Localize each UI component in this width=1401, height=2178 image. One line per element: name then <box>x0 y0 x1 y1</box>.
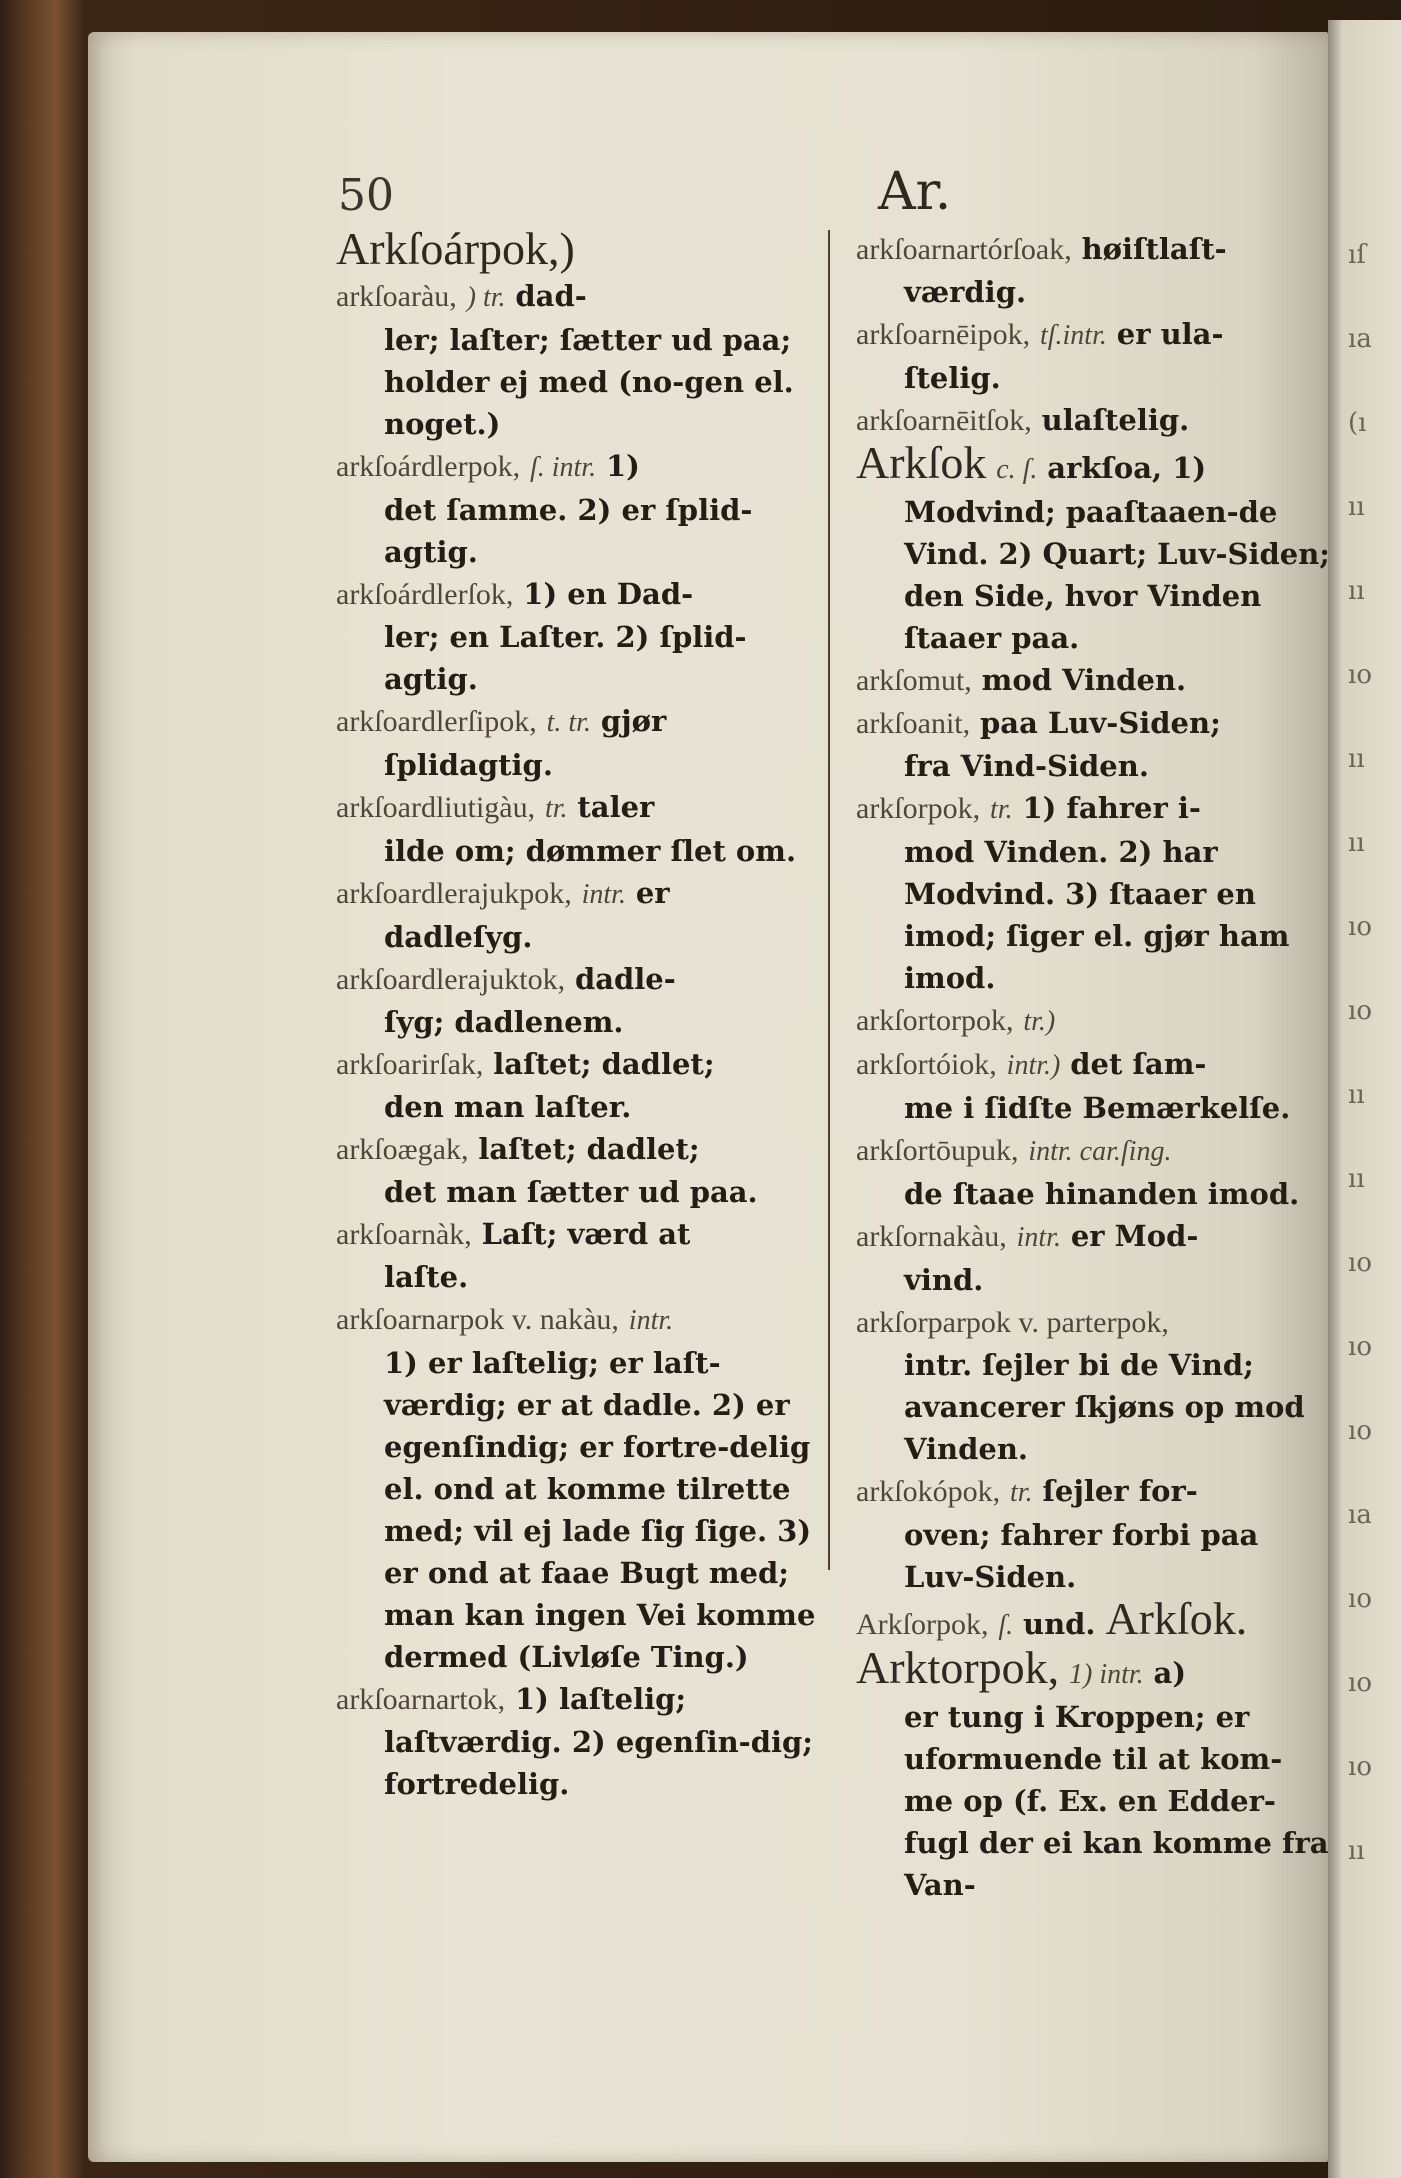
entry-headword: arkſoægak, <box>336 1133 469 1166</box>
entry-headword: arkſortorpok, <box>856 1004 1014 1037</box>
dictionary-entry <box>336 445 826 573</box>
entry-continuation: laſte. <box>384 1260 469 1294</box>
dictionary-entry <box>336 1213 826 1298</box>
entry-continuation: det ſamme. 2) er ſplid-agtig. <box>384 493 753 569</box>
entry-headword: arkſoardlerſipok, <box>336 705 537 738</box>
entry-headword: arkſoárdlerpok, <box>336 450 521 483</box>
entry-grammar: tr. <box>990 794 1013 825</box>
dictionary-entry <box>856 1593 1331 1647</box>
dictionary-entry <box>856 1301 1331 1470</box>
entry-grammar: tſ.intr. <box>1039 320 1107 351</box>
dictionary-entry <box>856 1642 1331 1906</box>
entry-definition: taler <box>577 790 655 824</box>
entry-headword: arkſoárdlerſok, <box>336 578 514 611</box>
entry-headword: arkſokópok, <box>856 1475 1001 1508</box>
dictionary-entry <box>336 1128 826 1213</box>
dictionary-entry <box>856 702 1331 787</box>
facing-page-fragment: ıo <box>1348 1416 1372 1446</box>
dictionary-entry <box>856 437 1331 659</box>
entry-grammar: ſ. intr. <box>529 452 597 483</box>
dictionary-entry <box>336 872 826 958</box>
entry-definition: a) <box>1153 1656 1187 1690</box>
entry-headword: arkſoarnàk, <box>336 1218 472 1251</box>
dictionary-entry <box>336 1678 826 1805</box>
entry-definition: ſejler for- <box>1042 1474 1198 1508</box>
entry-grammar: intr. car.ſing. <box>1028 1136 1172 1167</box>
entry-continuation: intr. ſejler bi de Vind; avancerer ſkjøns op mod Vinden. <box>904 1348 1305 1466</box>
entry-continuation: 1) er laſtelig; er laſt-værdig; er at dadle. 2) er egenſindig; er fortre-delig el. ond at komme tilrette med; vil ej lade ſig ſige. 3) er ond at faae Bugt med; man kan ingen Vei komme dermed (Livløſe Ting.) <box>384 1346 816 1674</box>
facing-page-fragment: ıa <box>1348 324 1372 354</box>
entry-headword: arkſorparpok v. parterpok, <box>856 1306 1169 1339</box>
entry-grammar: 1) intr. <box>1069 1659 1144 1690</box>
right-column <box>856 228 1331 1906</box>
entry-grammar: c. ſ. <box>996 454 1038 485</box>
entry-grammar: tr.) <box>1023 1006 1056 1037</box>
entry-headword: Arktorpok, <box>856 1642 1060 1693</box>
dictionary-entry <box>856 313 1331 399</box>
dictionary-entry <box>856 399 1331 442</box>
facing-page-fragment: ıo <box>1348 1584 1372 1614</box>
entry-grammar: tr. <box>1010 1477 1033 1508</box>
entry-definition: 1) laſtelig; <box>514 1682 687 1716</box>
entry-definition: und. <box>1022 1607 1096 1641</box>
entry-definition: 1) <box>605 449 640 483</box>
entry-continuation: er tung i Kroppen; er uformuende til at kom-me op (f. Ex. en Edder-fugl der ei kan komme fra Van- <box>904 1700 1329 1902</box>
facing-page-fragment: ıo <box>1348 1668 1372 1698</box>
entry-definition: ulaſtelig. <box>1041 403 1190 437</box>
entry-grammar: intr. <box>581 879 626 910</box>
entry-headword: arkſorpok, <box>856 792 981 825</box>
entry-headword: arkſoaràu, <box>336 280 457 313</box>
entry-headword: arkſoarirſak, <box>336 1048 484 1081</box>
entry-continuation: fra Vind-Siden. <box>904 749 1149 783</box>
entry-headword: arkſomut, <box>856 664 972 697</box>
entry-headword: arkſoardlerajukpok, <box>336 877 572 910</box>
facing-page-fragment: ıı <box>1348 492 1365 522</box>
entry-continuation: me i ſidſte Bemærkelſe. <box>904 1091 1291 1125</box>
entry-continuation: dadleſyg. <box>384 920 533 954</box>
entry-continuation: ler; laſter; ſætter ud paa; holder ej med (no-gen el. noget.) <box>384 323 794 441</box>
column-divider <box>828 230 830 1570</box>
entry-grammar: t. tr. <box>546 707 591 738</box>
entry-definition: Laſt; værd at <box>481 1217 691 1251</box>
facing-page-fragment: ıo <box>1348 912 1372 942</box>
entry-headword: arkſoarnēipok, <box>856 318 1031 351</box>
dictionary-entry <box>336 1043 826 1128</box>
facing-page-fragment: (ı <box>1348 408 1367 438</box>
facing-page-fragment: ıo <box>1348 660 1372 690</box>
dictionary-entry <box>336 786 826 872</box>
entry-headword: arkſoardliutigàu, <box>336 791 536 824</box>
entry-headword: arkſortōupuk, <box>856 1134 1019 1167</box>
entry-definition: dadle- <box>574 962 676 996</box>
entry-headword: Arkſoárpok,) <box>336 223 575 274</box>
entry-headword: arkſoardlerajuktok, <box>336 963 566 996</box>
entry-continuation: den man laſter. <box>384 1090 632 1124</box>
entry-continuation: mod Vinden. 2) har Modvind. 3) ſtaaer en imod; ſiger el. gjør ham imod. <box>904 835 1290 995</box>
dictionary-entry <box>856 1470 1331 1598</box>
facing-page-fragment: ıı <box>1348 576 1365 606</box>
dictionary-entry <box>336 700 826 786</box>
dictionary-entry <box>336 573 826 700</box>
entry-headword: arkſoanit, <box>856 707 971 740</box>
entry-definition: høiſtlaſt- <box>1081 232 1227 266</box>
facing-page-fragment: ıı <box>1348 1164 1365 1194</box>
entry-continuation: ſplidagtig. <box>384 748 553 782</box>
dictionary-entry <box>856 1043 1331 1129</box>
entry-continuation: vind. <box>904 1263 984 1297</box>
entry-definition: dad- <box>515 279 587 313</box>
facing-page-fragment: ıı <box>1348 1836 1365 1866</box>
entry-definition: gjør <box>600 704 667 738</box>
entry-headword: arkſoarnēitſok, <box>856 404 1032 437</box>
entry-headword: Arkſok <box>856 437 987 488</box>
entry-grammar: ) tr. <box>466 282 506 313</box>
entry-definition: er ula- <box>1116 317 1224 351</box>
page-number: 50 <box>338 170 394 221</box>
entry-continuation: ſyg; dadlenem. <box>384 1005 624 1039</box>
dictionary-entry <box>336 275 826 445</box>
entry-definition: paa Luv-Siden; <box>980 706 1221 740</box>
entry-definition: det ſam- <box>1070 1047 1207 1081</box>
entry-definition: er <box>635 876 670 910</box>
entry-headword: arkſortóiok, <box>856 1048 997 1081</box>
entry-continuation: ler; en Laſter. 2) ſplid-agtig. <box>384 620 747 696</box>
entry-grammar: intr. <box>1016 1222 1061 1253</box>
entry-headword: arkſornakàu, <box>856 1220 1007 1253</box>
entry-definition: 1) en Dad- <box>523 577 694 611</box>
facing-page-fragment: ıo <box>1348 1248 1372 1278</box>
facing-page-fragment: ıſ <box>1348 240 1366 270</box>
entry-continuation: oven; fahrer forbi paa Luv-Siden. <box>904 1518 1259 1594</box>
entry-headword: arkſoarnartórſoak, <box>856 233 1072 266</box>
entry-headword: arkſoarnarpok v. nakàu, <box>336 1303 619 1336</box>
entry-definition: er Mod- <box>1070 1219 1199 1253</box>
page-header <box>88 162 1328 230</box>
entry-grammar: intr.) <box>1006 1050 1061 1081</box>
running-head: Ar. <box>878 162 952 222</box>
entry-continuation: ſtelig. <box>904 361 1001 395</box>
facing-page-fragment: ıı <box>1348 828 1365 858</box>
entry-definition: mod Vinden. <box>981 663 1187 697</box>
dictionary-entry <box>856 659 1331 702</box>
entry-continuation: laſtværdig. 2) egenſin-dig; fortredelig. <box>384 1725 813 1801</box>
facing-page-fragment: ıı <box>1348 744 1365 774</box>
facing-page-fragment: ıı <box>1348 1080 1365 1110</box>
entry-definition: laſtet; dadlet; <box>493 1047 715 1081</box>
facing-page-fragment: ıo <box>1348 996 1372 1026</box>
entry-grammar: ſ. <box>998 1610 1014 1641</box>
entry-continuation: ilde om; dømmer ſlet om. <box>384 834 797 868</box>
facing-page-fragment: ıo <box>1348 1752 1372 1782</box>
entry-continuation: Modvind; paaſtaaen-de Vind. 2) Quart; Luv-Siden; den Side, hvor Vinden ſtaaer paa. <box>904 495 1331 655</box>
dictionary-entry <box>336 223 826 275</box>
facing-page-fragment: ıa <box>1348 1500 1372 1530</box>
entry-headword: arkſoarnartok, <box>336 1683 506 1716</box>
dictionary-entry <box>336 958 826 1043</box>
entry-continuation: de ſtaae hinanden imod. <box>904 1177 1300 1211</box>
entry-definition: 1) fahrer i- <box>1022 791 1201 825</box>
entry-continuation: værdig. <box>904 275 1027 309</box>
entry-definition: arkſoa, 1) <box>1047 451 1207 485</box>
entry-headword: Arkſorpok, <box>856 1608 989 1641</box>
entry-continuation: det man ſætter ud paa. <box>384 1175 758 1209</box>
facing-page-fragment: ıo <box>1348 1332 1372 1362</box>
dictionary-entry <box>856 999 1331 1043</box>
dictionary-entry <box>336 1298 826 1678</box>
dictionary-entry <box>856 228 1331 313</box>
dictionary-entry <box>856 787 1331 999</box>
entry-grammar: intr. <box>628 1305 674 1336</box>
entry-crossref: Arkſok. <box>1105 1593 1248 1644</box>
left-column <box>336 223 826 1805</box>
entry-definition: laſtet; dadlet; <box>478 1132 700 1166</box>
entry-grammar: tr. <box>544 793 568 824</box>
dictionary-entry <box>856 1129 1331 1215</box>
dictionary-entry <box>856 1215 1331 1301</box>
